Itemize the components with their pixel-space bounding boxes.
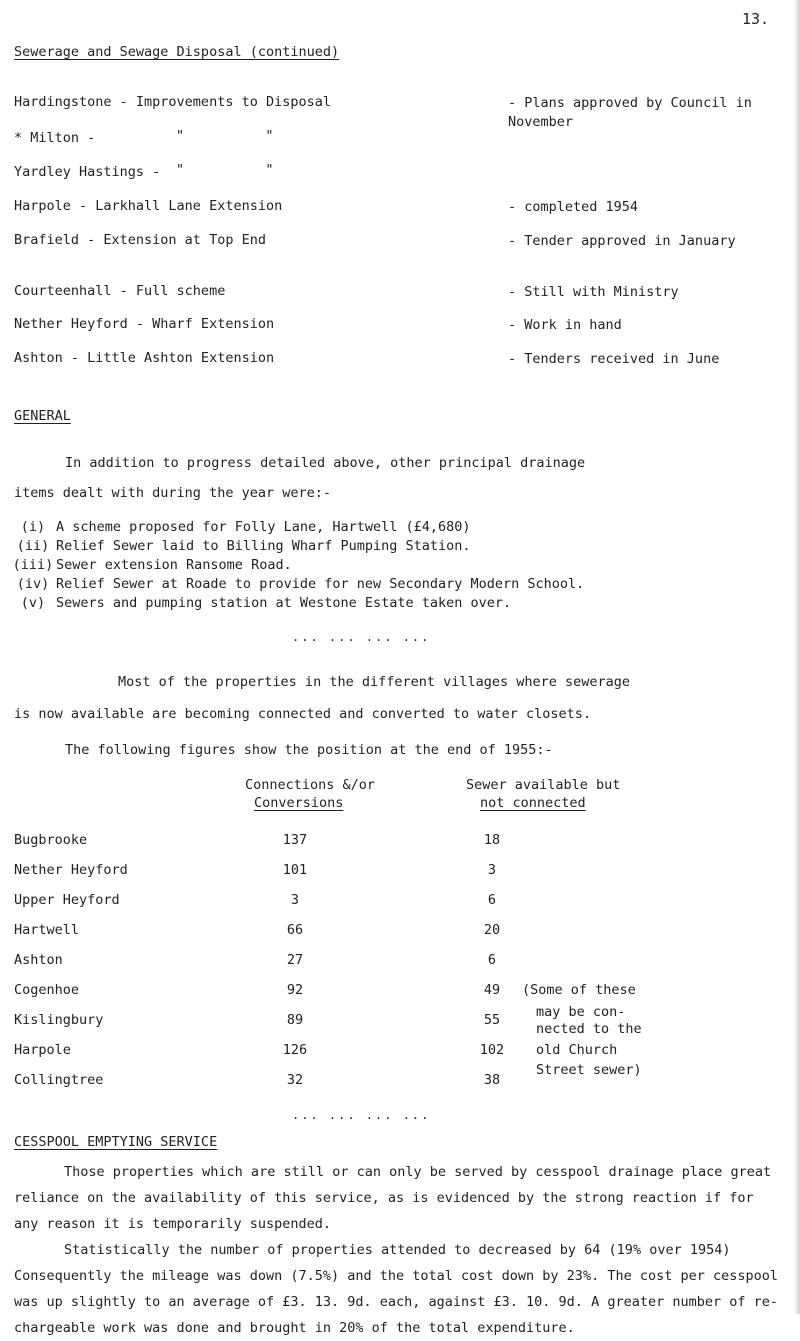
table-cell-connections: 126 [282, 1042, 308, 1058]
separator-dots: ... ... ... ... [292, 1108, 431, 1122]
project-status: - Still with Ministry [508, 284, 679, 300]
figures-intro: The following figures show the position at the end of 1955:- [65, 742, 553, 758]
project-name: Harpole - Larkhall Lane Extension [14, 198, 283, 214]
table-cell-village: Bugbrooke [14, 832, 88, 848]
general-intro-line: items dealt with during the year were:- [14, 485, 331, 501]
table-cell-village: Ashton [14, 952, 63, 968]
list-number: (v) [20, 595, 46, 611]
table-cell-connections: 3 [290, 892, 300, 908]
list-number: (ii) [16, 538, 50, 554]
project-name: Courteenhall - Full scheme [14, 283, 226, 299]
project-name: Brafield - Extension at Top End [14, 232, 266, 248]
ditto-marks: " " [176, 162, 274, 178]
cesspool-paragraph: Those properties which are still or can only be served by cesspool drainage place great reliance on the availability of this service, as is evidenced by the strong reaction if for any reason it is temporarily suspended. [14, 1164, 772, 1232]
table-note: Street sewer) [536, 1062, 642, 1078]
table-note: (Some of these [522, 982, 636, 998]
column-header: Connections &/or [245, 777, 376, 793]
table-cell-not-connected: 20 [483, 922, 501, 938]
cesspool-heading: CESSPOOL EMPTYING SERVICE [14, 1134, 218, 1150]
project-status: - Work in hand [508, 317, 622, 333]
project-name: Yardley Hastings - [14, 164, 161, 180]
project-status: - completed 1954 [508, 199, 639, 215]
list-number: (iii) [12, 557, 54, 573]
table-cell-connections: 92 [286, 982, 304, 998]
table-note: old Church [536, 1042, 618, 1058]
paragraph-line: is now available are becoming connected and converted to water closets. [14, 706, 592, 722]
table-cell-connections: 66 [286, 922, 304, 938]
project-name: Ashton - Little Ashton Extension [14, 350, 275, 366]
table-cell-not-connected: 6 [487, 892, 497, 908]
list-text: Relief Sewer at Roade to provide for new Secondary Modern School. [56, 576, 585, 592]
table-cell-village: Cogenhoe [14, 982, 80, 998]
list-text: Relief Sewer laid to Billing Wharf Pumping Station. [56, 538, 471, 554]
table-cell-village: Collingtree [14, 1072, 104, 1088]
project-status: - Plans approved by Council in November [508, 95, 752, 130]
table-cell-village: Kislingbury [14, 1012, 104, 1028]
table-cell-village: Hartwell [14, 922, 80, 938]
list-text: Sewers and pumping station at Westone Estate taken over. [56, 595, 512, 611]
page-edge-shadow [794, 0, 800, 1314]
table-note: may be con- [536, 1004, 626, 1020]
table-cell-not-connected: 18 [483, 832, 501, 848]
page-number: 13. [742, 10, 770, 28]
table-note: nected to the [536, 1021, 642, 1037]
table-cell-connections: 89 [286, 1012, 304, 1028]
cesspool-paragraph: Statistically the number of properties attended to decreased by 64 (19% over 1954) Consequently the mileage was down (7.5%) and the total cost down by 23%. The cost per cesspool was up slightly to an average of £3. 13. 9d. each, against £3. 10. 9d. A greater number of re-chargeable work was done and brought in 20% of the total expenditure. [14, 1242, 779, 1336]
column-header: Sewer available but [466, 777, 621, 793]
table-cell-connections: 101 [282, 862, 308, 878]
ditto-marks: " " [176, 128, 274, 144]
table-cell-connections: 137 [282, 832, 308, 848]
general-heading: GENERAL [14, 408, 71, 424]
general-intro-line: In addition to progress detailed above, other principal drainage [65, 455, 586, 471]
section-title: Sewerage and Sewage Disposal (continued) [14, 44, 340, 60]
table-cell-not-connected: 6 [487, 952, 497, 968]
table-cell-connections: 32 [286, 1072, 304, 1088]
table-cell-connections: 27 [286, 952, 304, 968]
table-cell-not-connected: 49 [483, 982, 501, 998]
list-text: A scheme proposed for Folly Lane, Hartwell (£4,680) [56, 519, 471, 535]
project-status: - Tenders received in June [508, 351, 720, 367]
project-name: Nether Heyford - Wharf Extension [14, 316, 275, 332]
table-cell-village: Upper Heyford [14, 892, 120, 908]
separator-dots: ... ... ... ... [292, 630, 431, 644]
column-header: Conversions [254, 795, 344, 811]
table-cell-not-connected: 102 [479, 1042, 505, 1058]
table-cell-village: Nether Heyford [14, 862, 128, 878]
table-cell-village: Harpole [14, 1042, 71, 1058]
project-name: * Milton - [14, 130, 96, 146]
table-cell-not-connected: 55 [483, 1012, 501, 1028]
column-header: not connected [480, 795, 586, 811]
table-cell-not-connected: 3 [487, 862, 497, 878]
table-cell-not-connected: 38 [483, 1072, 501, 1088]
project-name: Hardingstone - Improvements to Disposal [14, 94, 331, 110]
paragraph-line: Most of the properties in the different villages where sewerage [118, 674, 631, 690]
list-number: (iv) [16, 576, 50, 592]
list-text: Sewer extension Ransome Road. [56, 557, 292, 573]
project-status: - Tender approved in January [508, 233, 736, 249]
list-number: (i) [20, 519, 46, 535]
